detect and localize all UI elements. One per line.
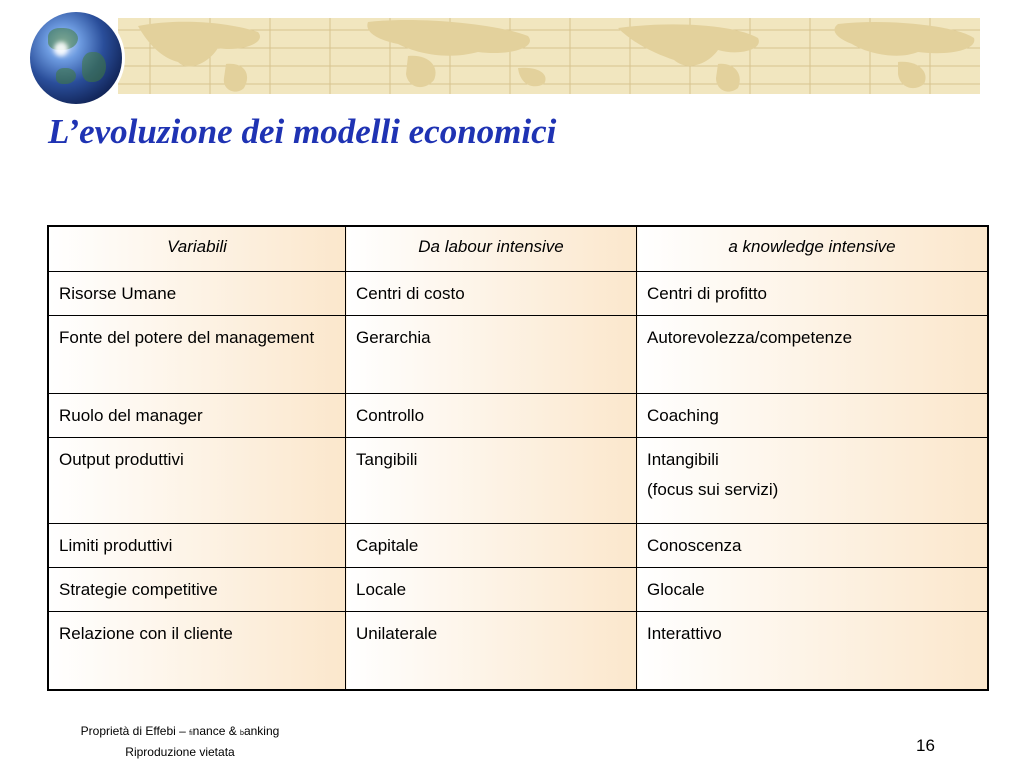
table-cell: Interattivo — [637, 612, 989, 690]
footer-banking: anking — [243, 724, 280, 738]
page-number: 16 — [916, 736, 935, 755]
header-knowledge-intensive: a knowledge intensive — [637, 226, 989, 272]
table-row — [48, 316, 988, 394]
table-cell: Limiti produttivi — [48, 524, 346, 568]
header-variabili: Variabili — [48, 226, 346, 272]
footer-finance: nance & — [192, 724, 241, 738]
footer-line-2: Riproduzione vietata — [125, 745, 235, 759]
table-cell: Glocale — [637, 568, 989, 612]
table-cell: Centri di costo — [346, 272, 637, 316]
table-cell: Controllo — [346, 394, 637, 438]
footer-owner: Proprietà di Effebi – — [80, 724, 190, 738]
table-row — [48, 568, 988, 612]
table-cell: Output produttivi — [48, 438, 346, 524]
footer-copyright — [60, 722, 300, 761]
header-labour-intensive: Da labour intensive — [346, 226, 637, 272]
slide-title: L’evoluzione dei modelli economici — [48, 112, 557, 151]
cell-line: (focus sui servizi) — [647, 480, 779, 499]
footer-f-small: fi — [189, 730, 193, 737]
table-cell: Centri di profitto — [637, 272, 989, 316]
table-row — [48, 394, 988, 438]
table-cell: Locale — [346, 568, 637, 612]
table-cell: Autorevolezza/competenze — [637, 316, 989, 394]
footer-b-small: b — [240, 730, 244, 737]
table-cell: Conoscenza — [637, 524, 989, 568]
world-map-banner — [118, 18, 980, 94]
table-cell: Gerarchia — [346, 316, 637, 394]
table-cell — [637, 438, 989, 524]
table-cell: Tangibili — [346, 438, 637, 524]
table-row — [48, 438, 988, 524]
table-cell: Strategie competitive — [48, 568, 346, 612]
table-cell: Coaching — [637, 394, 989, 438]
world-map-graphic — [118, 18, 980, 94]
footer-line-1 — [60, 722, 300, 743]
table-cell: Relazione con il cliente — [48, 612, 346, 690]
table-cell: Fonte del potere del management — [48, 316, 346, 394]
table-row — [48, 272, 988, 316]
table-cell: Risorse Umane — [48, 272, 346, 316]
table-cell: Unilaterale — [346, 612, 637, 690]
table-header-row — [48, 226, 988, 272]
table-row — [48, 524, 988, 568]
table-cell: Ruolo del manager — [48, 394, 346, 438]
table-cell: Capitale — [346, 524, 637, 568]
globe-logo — [30, 12, 122, 104]
cell-line: Intangibili — [647, 450, 719, 469]
table-row — [48, 612, 988, 690]
comparison-table — [47, 225, 989, 691]
